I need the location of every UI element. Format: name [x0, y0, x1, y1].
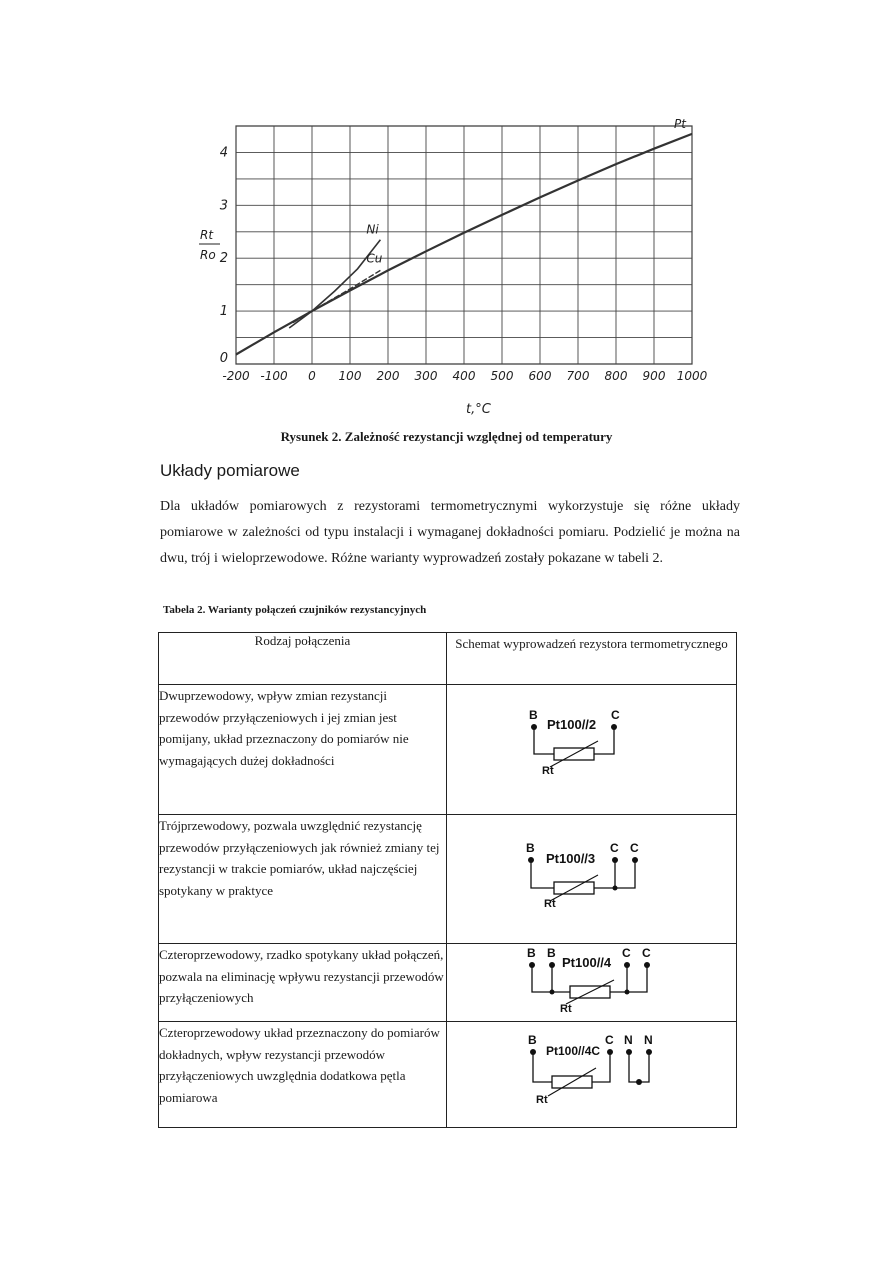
junction-dot: [624, 990, 629, 995]
table-title: Tabela 2. Warianty połączeń czujników rezystancyjnych: [163, 604, 427, 616]
terminal-label: C: [621, 946, 631, 960]
wire: [610, 965, 647, 992]
variable-arrow: [550, 875, 598, 901]
connection-description: Dwuprzewodowy, wpływ zmian rezystancji przewodów przyłączeniowych i jej zmian jest pomijany, układ przeznaczony do pomiarów nie wymagających dużej dokładności: [159, 685, 447, 815]
y-tick-label: 3: [219, 198, 228, 214]
connection-description: Czteroprzewodowy układ przeznaczony do pomiarów dokładnych, wpływ rezystancji przewodów przyłączeniowych uwzględnia dodatkowa pętla pomiarowa: [159, 1022, 447, 1128]
x-tick-label: 300: [414, 369, 438, 383]
y-axis-label-numerator: Rt: [200, 228, 214, 242]
table-header-connection-type: Rodzaj połączenia: [159, 633, 447, 685]
resistor-label: Rt: [559, 1003, 572, 1015]
four-wire-schematic: [522, 944, 662, 1020]
resistor-label: Rt: [541, 765, 554, 777]
model-label: Pt100//3: [545, 851, 595, 866]
series-label-pt: Pt: [674, 118, 686, 131]
x-tick-label: 100: [338, 369, 362, 383]
x-tick-label: 700: [566, 369, 590, 383]
section-paragraph: Dla układów pomiarowych z rezystorami termometrycznymi wykorzystuje się różne układy pomiarowe w zależności od typu instalacji i wymaganej dokładności pomiaru. Podzielić je można na dwu, trój i wieloprzewodowe. Różne warianty wyprowadzeń zostały pokazane w tabeli 2.: [160, 499, 740, 566]
terminal-label: N: [643, 1033, 653, 1047]
x-axis-label: t,°C: [466, 402, 491, 417]
x-tick-label: 400: [452, 369, 476, 383]
connection-description: Czteroprzewodowy, rzadko spotykany układ połączeń, pozwala na eliminację wpływu rezystancji przewodów przyłączeniowych: [159, 944, 447, 1022]
four-wire-loop-schematic: [522, 1030, 662, 1120]
y-tick-label: 2: [219, 251, 228, 267]
model-label: Pt100//4: [561, 955, 611, 970]
resistor-label: Rt: [543, 898, 556, 910]
terminal-label: C: [610, 708, 620, 722]
x-tick-label: -100: [260, 369, 288, 383]
three-wire-schematic: [522, 833, 662, 933]
terminal-label: C: [629, 841, 639, 855]
terminal-label: B: [528, 708, 538, 722]
two-wire-schematic: [522, 707, 662, 807]
table-row: [159, 685, 737, 815]
junction-dot: [612, 886, 617, 891]
table-header-row: [159, 633, 737, 685]
model-label: Pt100//2: [546, 717, 596, 732]
connection-description: Trójprzewodowy, pozwala uwzględnić rezystancję przewodów przyłączeniowych jak również zmiany tej rezystancji w trakcie pomiarów, układ najczęściej spotykany w praktyce: [159, 815, 447, 944]
table-row: [159, 815, 737, 944]
model-label: Pt100//4C: [545, 1044, 600, 1058]
terminal-label: B: [546, 946, 556, 960]
table-row: [159, 1022, 737, 1128]
resistor-label: Rt: [535, 1094, 548, 1106]
schematic-cell: [447, 685, 737, 815]
y-tick-label: 4: [219, 145, 228, 161]
x-tick-label: 800: [604, 369, 628, 383]
variable-arrow: [550, 741, 598, 767]
chart-labels: [199, 228, 492, 417]
series-label-ni: Ni: [366, 222, 379, 237]
table-header-schematic: Schemat wyprowadzeń rezystora termometrycznego: [447, 633, 737, 685]
variable-arrow: [548, 1068, 596, 1096]
compensation-loop: [629, 1052, 649, 1082]
x-tick-label: 500: [490, 369, 514, 383]
resistance-temperature-chart: [198, 118, 718, 418]
figure-caption: Rysunek 2. Zależność rezystancji względnej od temperatury: [280, 429, 613, 444]
y-tick-label: 1: [219, 304, 228, 320]
terminal-label: C: [604, 1033, 614, 1047]
terminal-label: C: [609, 841, 619, 855]
x-tick-label: -200: [222, 369, 250, 383]
x-tick-label: 900: [642, 369, 666, 383]
table-row: [159, 944, 737, 1022]
terminal-label: B: [526, 946, 536, 960]
junction-dot: [549, 990, 554, 995]
x-tick-label: 200: [376, 369, 400, 383]
wire: [594, 727, 614, 754]
schematic-cell: [447, 1022, 737, 1128]
x-tick-label: 1000: [676, 369, 708, 383]
schematic-cell: [447, 815, 737, 944]
terminal-label: C: [641, 946, 651, 960]
y-axis-label-denominator: Ro: [200, 248, 216, 262]
connection-variants-table: [158, 632, 737, 1128]
variable-arrow: [566, 980, 614, 1004]
y-tick-label: 0: [219, 351, 228, 366]
x-tick-label: 600: [528, 369, 552, 383]
junction-dot: [636, 1079, 642, 1085]
x-tick-label: 0: [308, 369, 316, 383]
terminal-label: N: [623, 1033, 633, 1047]
section-heading: Układy pomiarowe: [160, 461, 300, 480]
terminal-label: B: [527, 1033, 537, 1047]
terminal-label: B: [525, 841, 535, 855]
schematic-cell: [447, 944, 737, 1022]
series-label-cu: Cu: [366, 251, 383, 266]
